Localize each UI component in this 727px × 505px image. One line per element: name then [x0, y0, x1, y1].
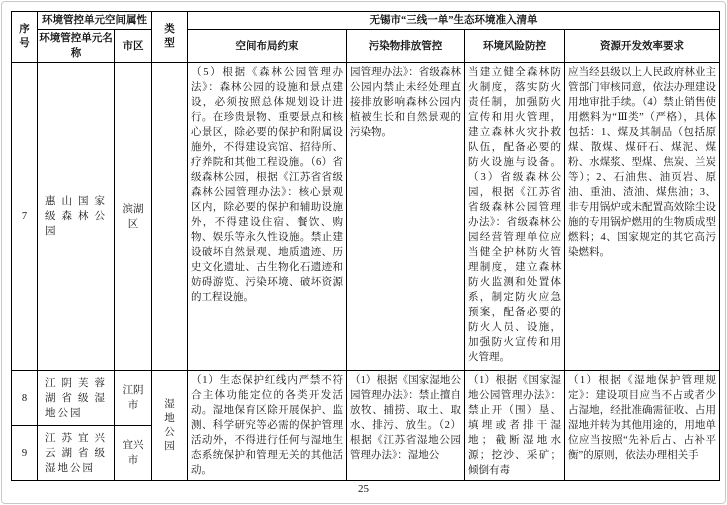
header-access-list-group: 无锡市“三线一单”生态环境准入清单 [188, 12, 720, 30]
row7-district: 滨湖区 [115, 63, 152, 371]
page-number: 25 [358, 483, 369, 495]
row7-unit-name: 惠山国家级森林公园 [38, 63, 115, 371]
row7-serial: 7 [12, 63, 38, 371]
header-spatial-constraint: 空间布局约束 [188, 30, 347, 63]
table-row-7 [12, 63, 720, 371]
wetland-resource-efficiency: （1）根据《湿地保护管理规定》：建设项目应当不占或者少占湿地，经批准确需征收、占用湿地并转为其他用途的，用地单位应当按照“先补后占、占补平衡”的原则，依法办理相关手 [565, 371, 720, 481]
wetland-type [152, 371, 188, 481]
row7-risk-control: 当建立健全森林防火制度，落实防火责任制，加强防火宣传和用火管理，建立森林火灾扑救队伍，配备必要的防火设施与设备。（3）省级森林公园，根据《江苏省省级森林公园管理办法》：省级森林公园经营管理单位应当健全护林防火管理制度，建立森林防火监测和处置体系，制定防火应急预案，配备必要的防火人员、设施，加强防火宣传和用火管理。 [465, 63, 565, 371]
wetland-spatial-constraint: （1）生态保护红线内严禁不符合主体功能定位的各类开发活动。湿地保育区除开展保护、监测、科学研究等必需的保护管理活动外，不得进行任何与湿地生态系统保护和管理无关的其他活动。 [188, 371, 347, 481]
header-resource-efficiency: 资源开发效率要求 [565, 30, 720, 63]
header-serial-label: 序号 [19, 24, 30, 49]
header-risk-control: 环境风险防控 [465, 30, 565, 63]
row8-district: 江阴市 [115, 371, 152, 426]
row7-pollutant-control: 园管理办法》：省级森林公园内禁止未经处理直接排放影响森林公园内植被生长和自然景观的污染物。 [347, 63, 465, 371]
header-unit-name: 环境管控单元名称 [38, 30, 115, 63]
row7-resource-efficiency: 应当经县级以上人民政府林业主管部门审核同意，依法办理建设用地审批手续。（4）禁止销售使用燃料为“Ⅲ类”（严格），具体包括：1、煤及其制品（包括原煤、散煤、煤矸石、煤泥、煤粉、水煤浆、型煤、焦炭、兰炭等）；2、石油焦、油页岩、原油、重油、渣油、煤焦油；3、非专用锅炉或未配置高效除尘设施的专用锅炉燃用的生物质成型燃料；4、国家规定的其它高污染燃料。 [565, 63, 720, 371]
header-spatial-attr-group: 环境管控单元空间属性 [38, 12, 152, 30]
row9-unit-name: 江苏宜兴云湖省级湿地公园 [38, 426, 115, 481]
row8-serial: 8 [12, 371, 38, 426]
header-type [152, 12, 188, 63]
header-serial [12, 12, 38, 63]
table-row-8 [12, 371, 720, 426]
wetland-pollutant-control: （1）根据《国家湿地公园管理办法》：禁止擅自放牧、捕捞、取土、取水、排污、放生。（2）根据《江苏省湿地公园管理办法》：湿地公 [347, 371, 465, 481]
header-pollutant-control: 污染物排放管控 [347, 30, 465, 63]
header-type-label: 类型 [164, 24, 175, 49]
row9-serial: 9 [12, 426, 38, 481]
row9-district: 宜兴市 [115, 426, 152, 481]
eco-access-table [11, 11, 720, 481]
wetland-type-label: 湿地公园 [164, 398, 175, 452]
header-district: 市区 [115, 30, 152, 63]
row8-unit-name: 江阴芙蓉湖省级湿地公园 [38, 371, 115, 426]
wetland-risk-control: （1）根据《国家湿地公园管理办法》：禁止开（围）垦、填埋或者排干湿地；截断湿地水源；挖沙、采矿；倾倒有毒 [465, 371, 565, 481]
document-page [1, 1, 726, 504]
row7-spatial-constraint: （5）根据《森林公园管理办法》：森林公园的设施和景点建设，必须按照总体规划设计进行。在珍贵景物、重要景点和核心景区，除必要的保护和附属设施外，不得建设宾馆、招待所、疗养院和其他工程设施。（6）省级森林公园，根据《江苏省省级森林公园管理办法》：核心景观区内，除必要的保护和辅助设施外，不得建设住宿、餐饮、购物、娱乐等永久性设施。禁止建设破坏自然景观、地质遗迹、历史文化遗址、古生物化石遗迹和妨碍游览、污染环境、破坏资源的工程设施。 [188, 63, 347, 371]
row7-type [152, 63, 188, 371]
